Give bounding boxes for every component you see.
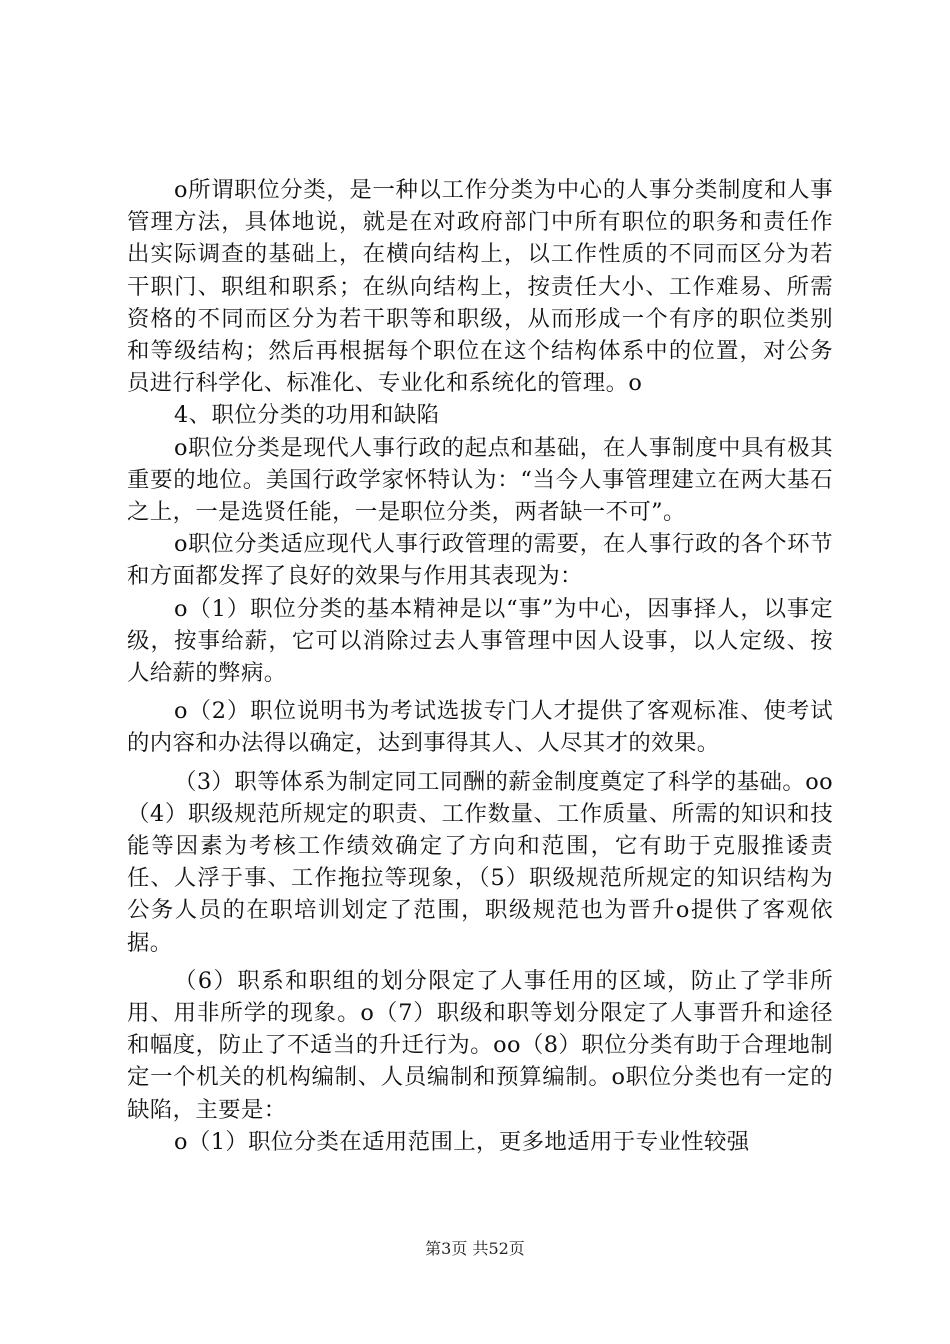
page-footer: 第3页 共52页: [425, 1239, 525, 1258]
document-body: [127, 174, 833, 1158]
paragraph-item-1: o（1）职位分类的基本精神是以“事”为中心，因事择人，以事定级，按事给薪，它可以消除过去人事管理中因人设事，以人定级、按人给薪的弊病。: [127, 595, 833, 687]
section-heading: 4、职位分类的功用和缺陷: [174, 402, 440, 429]
paragraph-defect-1: o（1）职位分类在适用范围上，更多地适用于专业性较强: [174, 1128, 750, 1155]
paragraph-effects-intro: o职位分类适应现代人事行政管理的需要，在人事行政的各个环节和方面都发挥了良好的效果与作用其表现为：: [127, 531, 833, 590]
paragraph-definition: o所谓职位分类，是一种以工作分类为中心的人事分类制度和人事管理方法，具体地说，就是在对政府部门中所有职位的职务和责任作出实际调查的基础上，在横向结构上，以工作性质的不同而区分为若干职门、职组和职系；在纵向结构上，按责任大小、工作难易、所需资格的不同而区分为若干职等和职级，从而形成一个有序的职位类别和等级结构；然后再根据每个职位在这个结构体系中的位置，对公务员进行科学化、标准化、专业化和系统化的管理。o: [127, 177, 833, 397]
paragraph-items-3-5: （3）职等体系为制定同工同酬的薪金制度奠定了科学的基础。oo（4）职级规范所规定的职责、工作数量、工作质量、所需的知识和技能等因素为考核工作绩效确定了方向和范围，它有助于克服推诿责任、人浮于事、工作拖拉等现象，（5）职级规范所规定的知识结构为公务人员的在职培训划定了范围，职级规范也为晋升o提供了客观依据。: [127, 768, 833, 956]
paragraph-items-6-8: （6）职系和职组的划分限定了人事任用的区域，防止了学非所用、用非所学的现象。o（7）职级和职等划分限定了人事晋升和途径和幅度，防止了不适当的升迁行为。oo（8）职位分类有助于合理地制定一个机关的机构编制、人员编制和预算编制。o职位分类也有一定的缺陷，主要是：: [127, 967, 833, 1123]
paragraph-foundation: o职位分类是现代人事行政的起点和基础，在人事制度中具有极其重要的地位。美国行政学家怀特认为：“当今人事管理建立在两大基石之上，一是选贤任能，一是职位分类，两者缺一不可”。: [127, 434, 833, 526]
paragraph-item-2: o（2）职位说明书为考试选拔专门人才提供了客观标准、使考试的内容和办法得以确定，达到事得其人、人尽其才的效果。: [127, 698, 833, 757]
